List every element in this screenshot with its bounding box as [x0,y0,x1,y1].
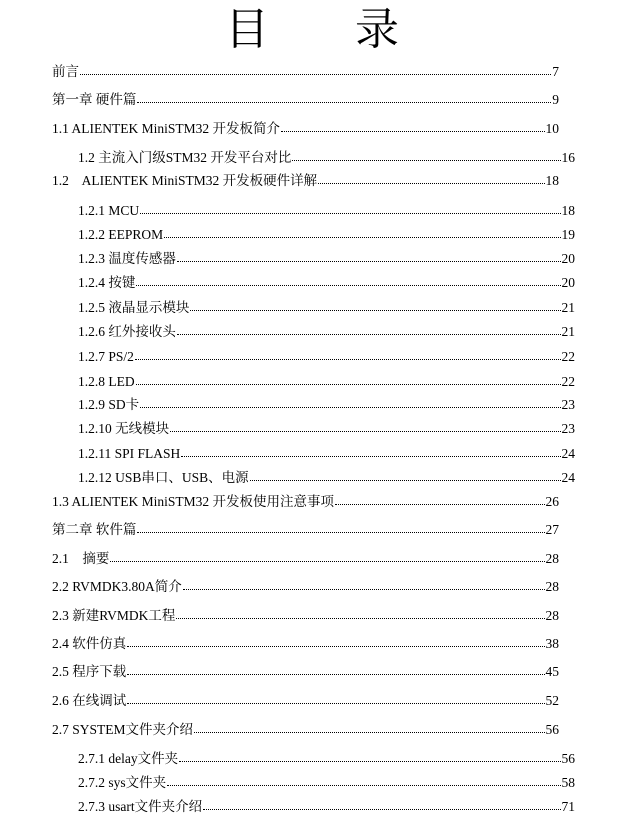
toc-leader-dots [140,201,560,214]
toc-entry-page: 20 [561,251,575,266]
toc-leader-dots [292,148,560,161]
toc-entry-page: 58 [561,775,575,790]
toc-entry[interactable] [78,445,575,463]
title-char-1: 目 [225,5,269,54]
toc-entry-page: 16 [561,150,575,165]
toc-entry[interactable] [78,774,575,792]
toc-entry-page: 9 [552,92,559,107]
toc-entry-page: 21 [561,324,575,339]
toc-entry[interactable] [52,550,559,568]
toc-entry-page: 27 [545,522,559,537]
toc-leader-dots [181,444,560,457]
toc-entry-label: 1.2.8 LED [78,374,135,389]
toc-leader-dots [179,749,560,762]
toc-entry-label: 1.2.5 液晶显示模块 [78,300,190,315]
toc-leader-dots [136,372,561,385]
toc-entry[interactable] [78,250,575,268]
toc-entry[interactable] [78,469,575,487]
toc-entry-page: 26 [545,494,559,509]
toc-leader-dots [164,225,560,238]
toc-entry[interactable] [78,323,575,341]
toc-entry-page: 56 [561,751,575,766]
toc-entry-page: 24 [561,470,575,485]
toc-entry-label: 1.2.7 PS/2 [78,349,134,364]
toc-entry[interactable] [78,396,575,414]
toc-entry-page: 28 [545,608,559,623]
toc-entry-page: 7 [552,64,559,79]
toc-entry[interactable] [52,120,559,138]
toc-leader-dots [137,90,551,103]
toc-entry[interactable] [78,798,575,816]
toc-leader-dots [136,273,560,286]
toc-leader-dots [140,395,560,408]
toc-entry-label: 1.2.4 按键 [78,275,136,290]
toc-entry-page: 18 [561,203,575,218]
toc-entry-label: 1.2.3 温度传感器 [78,251,176,266]
title-char-2: 录 [355,5,399,54]
toc-entry-label: 2.7.1 delay文件夹 [78,751,179,766]
toc-entry[interactable] [52,172,559,190]
toc-entry-label: 2.7 SYSTEM文件夹介绍 [52,722,194,737]
toc-leader-dots [170,419,560,432]
toc-leader-dots [137,520,544,533]
toc-entry[interactable] [52,91,559,109]
toc-entry[interactable] [52,663,559,681]
toc-leader-dots [190,298,560,311]
toc-entry-page: 22 [561,374,575,389]
toc-entry-label: 1.2.10 无线模块 [78,421,170,436]
toc-entry-page: 24 [561,446,575,461]
toc-leader-dots [167,773,560,786]
toc-entry-label: 1.2.9 SD卡 [78,397,140,412]
toc-entry-page: 56 [545,722,559,737]
toc-entry[interactable] [78,373,575,391]
toc-entry[interactable] [52,692,559,710]
toc-entry-page: 22 [561,349,575,364]
toc-leader-dots [194,720,544,733]
toc-entry[interactable] [78,202,575,220]
toc-entry-label: 2.6 在线调试 [52,693,127,708]
toc-entry[interactable] [78,750,575,768]
toc-entry-page: 52 [545,693,559,708]
toc-leader-dots [177,249,561,262]
toc-leader-dots [177,322,561,335]
toc-entry-label: 前言 [52,64,79,79]
toc-entry-page: 23 [561,397,575,412]
toc-entry-page: 23 [561,421,575,436]
toc-entry-page: 71 [561,799,575,814]
toc-entry-label: 2.1 摘要 [52,551,110,566]
toc-entry[interactable] [52,493,559,511]
toc-entry-label: 第一章 硬件篇 [52,92,137,107]
toc-entry[interactable] [78,226,575,244]
toc-entry-page: 28 [545,579,559,594]
toc-entry[interactable] [52,63,559,81]
toc-entry-page: 19 [561,227,575,242]
toc-entry-page: 21 [561,300,575,315]
toc-entry[interactable] [78,274,575,292]
toc-leader-dots [203,797,560,810]
toc-leader-dots [183,577,545,590]
toc-entry-label: 2.3 新建RVMDK工程 [52,608,176,623]
toc-entry[interactable] [78,348,575,366]
toc-leader-dots [127,634,544,647]
toc-leader-dots [110,549,544,562]
toc-leader-dots [135,347,561,360]
toc-entry-label: 2.7.3 usart文件夹介绍 [78,799,203,814]
toc-entry-label: 1.2.1 MCU [78,203,140,218]
toc-leader-dots [127,662,544,675]
toc-entry-label: 2.5 程序下载 [52,664,127,679]
toc-entry-page: 18 [545,173,559,188]
page-title [0,4,624,56]
toc-entry-label: 1.3 ALIENTEK MiniSTM32 开发板使用注意事项 [52,494,334,509]
toc-entry-page: 38 [545,636,559,651]
toc-entry-label: 第二章 软件篇 [52,522,137,537]
toc-entry-label: 1.2 ALIENTEK MiniSTM32 开发板硬件详解 [52,173,318,188]
toc-leader-dots [335,492,545,505]
toc-leader-dots [250,468,561,481]
toc-entry-page: 20 [561,275,575,290]
toc-leader-dots [318,171,544,184]
toc-entry-label: 2.2 RVMDK3.80A简介 [52,579,182,594]
toc-entry-label: 1.2 主流入门级STM32 开发平台对比 [78,150,292,165]
toc-leader-dots [176,606,544,619]
toc-entry-label: 1.1 ALIENTEK MiniSTM32 开发板简介 [52,121,280,136]
toc-entry-label: 1.2.11 SPI FLASH [78,446,181,461]
toc-entry[interactable] [52,578,559,596]
toc-leader-dots [127,691,544,704]
toc-entry[interactable] [78,299,575,317]
toc-entry-page: 28 [545,551,559,566]
toc-entry-label: 1.2.2 EEPROM [78,227,164,242]
toc-entry-page: 10 [545,121,559,136]
toc-entry[interactable] [52,635,559,653]
toc-entry-label: 1.2.12 USB串口、USB、电源 [78,470,249,485]
toc-entry[interactable] [78,149,575,167]
toc-entry-page: 45 [545,664,559,679]
toc-entry[interactable] [78,420,575,438]
toc-leader-dots [281,119,545,132]
toc-entry-label: 1.2.6 红外接收头 [78,324,176,339]
toc-entry-label: 2.4 软件仿真 [52,636,127,651]
toc-entry[interactable] [52,521,559,539]
toc-entry-label: 2.7.2 sys文件夹 [78,775,167,790]
toc-entry[interactable] [52,721,559,739]
toc-leader-dots [80,62,551,75]
toc-entry[interactable] [52,607,559,625]
